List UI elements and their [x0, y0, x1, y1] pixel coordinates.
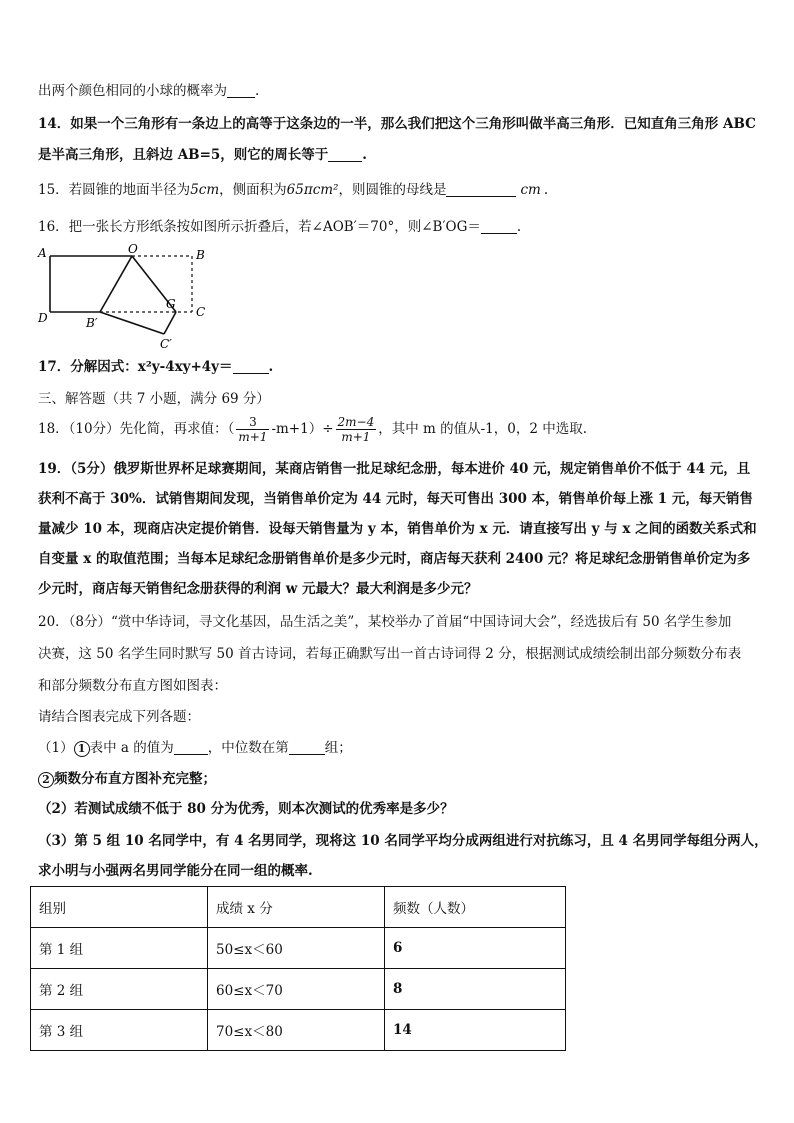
q15	[38, 181, 548, 199]
label-D: D	[38, 311, 48, 325]
answer-blank	[233, 359, 269, 374]
q14-text: 是半高三角形，且斜边 AB=5，则它的周长等于	[38, 147, 329, 163]
q15-text-mid2: ，则圆锥的母线是	[338, 182, 447, 198]
table-header: 成绩 x 分	[208, 887, 385, 928]
table-header: 组别	[31, 887, 208, 928]
q15-unit: cm	[520, 182, 541, 198]
q20-line1: 20．（8分）“赏中华诗词，寻文化基因，品生活之美”，某校举办了首届“中国诗词大会”，经选拔后有 50 名学生参加	[38, 614, 732, 630]
table-cell: 第 1 组	[31, 928, 208, 969]
folded-strip-figure	[36, 244, 216, 350]
q18	[38, 412, 587, 446]
answer-blank	[446, 182, 516, 197]
fraction-numerator: 2m−4	[337, 415, 375, 429]
q17-text: 17．分解因式：x²y-4xy+4y＝	[38, 359, 233, 375]
table-cell: 14	[385, 1010, 566, 1051]
q18-text: 18．（10分）先化简，再求值：（	[38, 421, 235, 437]
table-header: 频数（人数）	[385, 887, 566, 928]
q20-part1-2	[38, 770, 216, 788]
q16	[38, 218, 521, 236]
label-C: C	[196, 305, 206, 319]
q20-part3-line2: 求小明与小强两名男同学能分在同一组的概率.	[38, 863, 313, 879]
q20-p1-text-end: 组；	[324, 740, 352, 756]
table-row	[31, 969, 566, 1010]
q15-text-mid: ，侧面积为	[219, 182, 287, 198]
table-cell: 8	[385, 969, 566, 1010]
fraction-numerator: 3	[236, 415, 269, 430]
q20-line2: 决赛，这 50 名学生同时默写 50 首古诗词，若每正确默写出一首古诗词得 2 分，根据测试成绩绘制出部分频数分布表	[38, 646, 742, 662]
label-O: O	[128, 244, 138, 256]
q15-end: .	[543, 182, 549, 198]
answer-blank-group	[289, 740, 325, 755]
table-cell: 第 3 组	[31, 1010, 208, 1051]
q19-line1: 19．（5分）俄罗斯世界杯足球赛期间，某商店销售一批足球纪念册，每本进价 40 元，规定销售单价不低于 44 元，且	[38, 461, 751, 477]
answer-blank	[227, 83, 255, 98]
q15-radius: 5cm	[190, 182, 220, 198]
circled-number-1: 1	[74, 741, 90, 757]
q19-line5: 少元时，商店每天销售纪念册获得的利润 w 元最大？最大利润是多少元？	[38, 581, 478, 597]
q15-area: 65πcm²	[286, 182, 339, 198]
q13-tail	[38, 82, 259, 100]
q20-p1-text: 表中 a 的值为	[89, 740, 174, 756]
edge-B1C1	[100, 312, 164, 334]
q20-p1-2-text: 频数分布直方图补充完整；	[54, 771, 216, 787]
q19-line4: 自变量 x 的取值范围；当每本足球纪念册销售单价是多少元时，商店每天获利 2400 元？将足球纪念册销售单价定为多	[38, 551, 751, 567]
fraction-denominator: m+1	[238, 430, 268, 444]
q16-text: 16．把一张长方形纸条按如图所示折叠后，若∠AOB′＝70°，则∠B′OG＝	[38, 219, 481, 235]
q13-text: 出两个颜色相同的小球的概率为	[38, 83, 227, 99]
q13-end: .	[255, 83, 260, 99]
label-G: G	[166, 297, 176, 311]
q18-text-mid: -m+1）÷	[271, 421, 334, 437]
edge-OB1	[100, 256, 132, 312]
q16-end: .	[516, 219, 522, 235]
q20-part3-line1: （3）第 5 组 10 名同学中，有 4 名男同学，现将这 10 名同学平均分成两组进行对抗练习，且 4 名男同学每组分两人，	[38, 833, 768, 849]
q17	[38, 358, 273, 376]
frequency-table	[30, 886, 566, 1051]
table-row	[31, 928, 566, 969]
fraction-denominator: m+1	[341, 430, 371, 444]
answer-blank-a	[174, 740, 208, 755]
label-B-prime: B′	[86, 316, 98, 330]
q20-prompt: 请结合图表完成下列各题：	[38, 709, 200, 725]
table-row	[31, 1010, 566, 1051]
q14-line2	[38, 146, 367, 164]
q14-line1: 14．如果一个三角形有一条边上的高等于这条边的一半，那么我们把这个三角形叫做半高三角形．已知直角三角形 ABC	[38, 116, 756, 132]
label-B: B	[196, 248, 205, 262]
circled-number-2: 2	[38, 772, 54, 788]
q20-part1	[38, 739, 352, 757]
table-header-row	[31, 887, 566, 928]
table-cell: 60≤x＜70	[208, 969, 385, 1010]
q14-end: .	[362, 147, 367, 163]
label-C-prime: C′	[160, 337, 172, 350]
q20-p1-text-mid: ，中位数在第	[207, 740, 289, 756]
q17-end: .	[268, 359, 274, 375]
q15-text: 15．若圆锥的地面半径为	[38, 182, 191, 198]
fraction-3-over-m-plus-1	[236, 415, 269, 444]
fraction-2m-minus-4-over-m-plus-1	[336, 415, 377, 444]
q19-line2: 获利不高于 30%．试销售期间发现，当销售单价定为 44 元时，每天可售出 300 本，销售单价每上涨 1 元，每天销售	[38, 491, 753, 507]
table-cell: 70≤x＜80	[208, 1010, 385, 1051]
answer-blank	[481, 219, 517, 234]
section-title: 三、解答题（共 7 小题，满分 69 分）	[38, 391, 270, 407]
q18-text-post: ，其中 m 的值从-1，0，2 中选取.	[378, 421, 588, 437]
table-cell: 第 2 组	[31, 969, 208, 1010]
table-cell: 6	[385, 928, 566, 969]
table-cell: 50≤x＜60	[208, 928, 385, 969]
label-A: A	[38, 246, 47, 260]
part-number: （1）	[38, 740, 74, 756]
answer-blank	[328, 147, 362, 162]
q19-line3: 量减少 10 本，现商店决定提价销售．设每天销售量为 y 本，销售单价为 x 元．请直接写出 y 与 x 之间的函数关系式和	[38, 521, 757, 537]
edge-C1G	[164, 312, 176, 334]
q20-line3: 和部分频数分布直方图如图表：	[38, 678, 227, 694]
q20-part2: （2）若测试成绩不低于 80 分为优秀，则本次测试的优秀率是多少？	[38, 801, 454, 817]
